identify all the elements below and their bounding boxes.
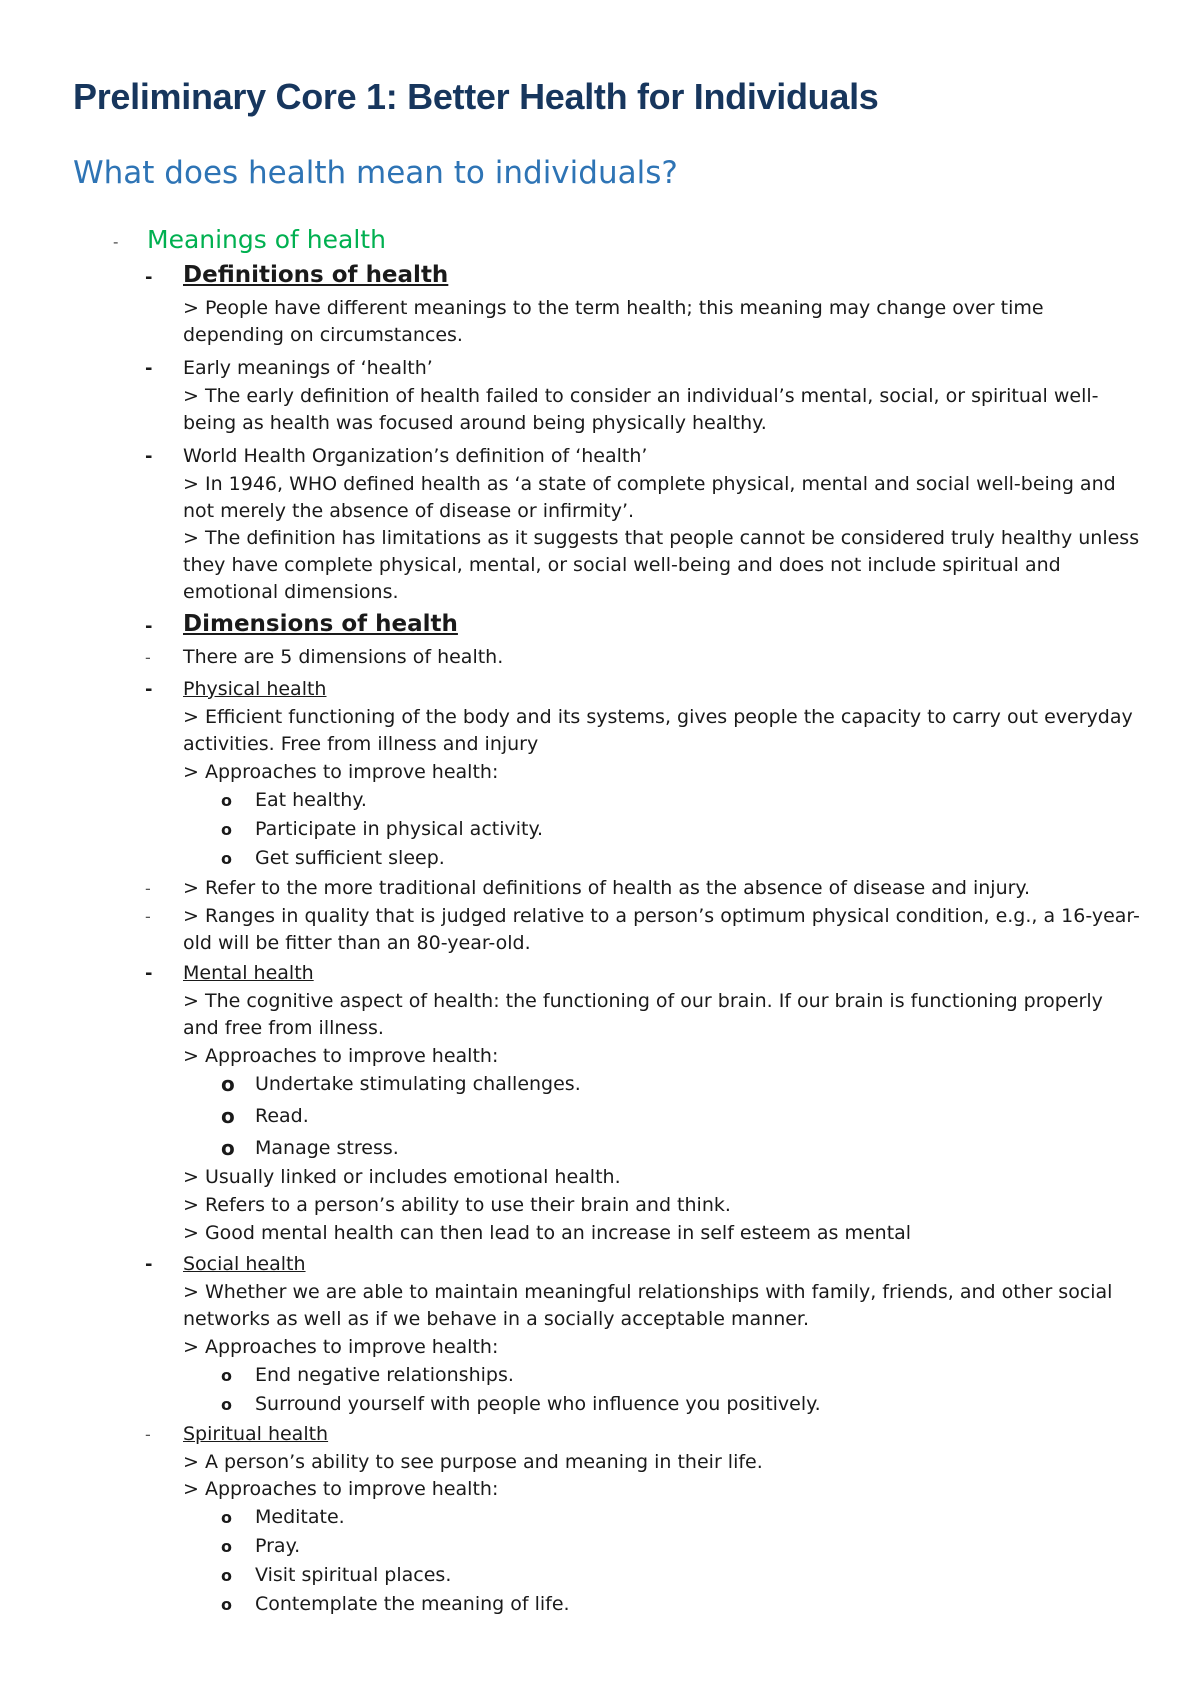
section-heading-text: Meanings of health xyxy=(147,225,386,254)
spiritual-approaches-text: > Approaches to improve health: xyxy=(183,1478,499,1500)
approach-text: Meditate. xyxy=(255,1506,345,1528)
mental-note: > Usually linked or includes emotional health. xyxy=(183,1166,621,1188)
approach-text: Undertake stimulating challenges. xyxy=(255,1073,581,1095)
who-limitations-text: > The definition has limitations as it suggests that people cannot be considered truly healthy unless they have complete physical, mental, or social well-being and does not include spiritual and emotional dimensions. xyxy=(183,527,1140,603)
physical-extra-text: > Refer to the more traditional definitions of health as the absence of disease and injury. xyxy=(183,877,1031,899)
physical-approaches-text: > Approaches to improve health: xyxy=(183,761,499,783)
list-bullet: - xyxy=(145,1254,153,1275)
approach-text: Manage stress. xyxy=(255,1137,399,1159)
sub-bullet: o xyxy=(221,1104,235,1128)
sub-bullet: o xyxy=(221,1508,232,1527)
definitions-heading: Definitions of health xyxy=(183,262,449,288)
approach-text: Participate in physical activity. xyxy=(255,818,544,840)
list-bullet: - xyxy=(145,358,153,379)
physical-extra-text: > Ranges in quality that is judged relative to a person’s optimum physical condition, e.g., a 16-year-old will be fitter than an 80-year-old. xyxy=(183,905,1140,954)
approach-text: End negative relationships. xyxy=(255,1364,514,1386)
social-health-text: > Whether we are able to maintain meaningful relationships with family, friends, and other social networks as well as if we behave in a socially acceptable manner. xyxy=(183,1281,1113,1330)
mental-note: > Good mental health can then lead to an increase in self esteem as mental xyxy=(183,1222,912,1244)
list-bullet: - xyxy=(145,648,151,667)
social-health-label: Social health xyxy=(183,1253,306,1275)
sub-bullet: o xyxy=(221,849,232,868)
approach-text: Pray. xyxy=(255,1535,301,1557)
list-bullet: - xyxy=(145,267,153,288)
who-definition-text: > In 1946, WHO defined health as ‘a state of complete physical, mental and social well-being and not merely the absence of disease or infirmity’. xyxy=(183,473,1116,522)
list-bullet: - xyxy=(145,907,151,926)
dimensions-heading: Dimensions of health xyxy=(183,611,458,637)
approach-text: Eat healthy. xyxy=(255,789,367,811)
definitions-text: > People have different meanings to the term health; this meaning may change over time depending on circumstances. xyxy=(183,297,1044,346)
sub-bullet: o xyxy=(221,820,232,839)
physical-health-label: Physical health xyxy=(183,678,327,700)
sub-bullet: o xyxy=(221,1136,235,1160)
sub-bullet: o xyxy=(221,1395,232,1414)
approach-text: Surround yourself with people who influence you positively. xyxy=(255,1393,821,1415)
sub-bullet: o xyxy=(221,1366,232,1385)
spiritual-health-label: Spiritual health xyxy=(183,1423,329,1445)
list-bullet: - xyxy=(145,616,153,637)
who-definition-label: World Health Organization’s definition of ‘health’ xyxy=(183,445,648,467)
spiritual-health-text: > A person’s ability to see purpose and meaning in their life. xyxy=(183,1451,763,1473)
list-bullet: - xyxy=(145,879,151,898)
early-meanings-label: Early meanings of ‘health’ xyxy=(183,357,433,379)
sub-bullet: o xyxy=(221,1072,235,1096)
mental-note: > Refers to a person’s ability to use their brain and think. xyxy=(183,1194,731,1216)
social-approaches-text: > Approaches to improve health: xyxy=(183,1336,499,1358)
dimensions-count-text: There are 5 dimensions of health. xyxy=(183,646,504,668)
list-bullet: - xyxy=(145,963,153,984)
sub-bullet: o xyxy=(221,791,232,810)
sub-bullet: o xyxy=(221,1595,232,1614)
sub-bullet: o xyxy=(221,1537,232,1556)
document-subtitle: What does health mean to individuals? xyxy=(73,155,678,191)
approach-text: Get sufficient sleep. xyxy=(255,847,445,869)
approach-text: Visit spiritual places. xyxy=(255,1564,452,1586)
approach-text: Contemplate the meaning of life. xyxy=(255,1593,570,1615)
list-bullet: - xyxy=(145,446,153,467)
sub-bullet: o xyxy=(221,1566,232,1585)
mental-health-text: > The cognitive aspect of health: the functioning of our brain. If our brain is functioning properly and free from illness. xyxy=(183,990,1103,1039)
early-meanings-text: > The early definition of health failed to consider an individual’s mental, social, or spiritual well-being as health was focused around being physically healthy. xyxy=(183,385,1099,434)
list-bullet: - xyxy=(145,1425,151,1444)
mental-approaches-text: > Approaches to improve health: xyxy=(183,1045,499,1067)
document-title: Preliminary Core 1: Better Health for Individuals xyxy=(73,76,879,117)
section-bullet: - xyxy=(113,233,119,251)
list-bullet: - xyxy=(145,679,153,700)
approach-text: Read. xyxy=(255,1105,309,1127)
mental-health-label: Mental health xyxy=(183,962,314,984)
physical-health-text: > Efficient functioning of the body and its systems, gives people the capacity to carry out everyday activities. Free from illness and injury xyxy=(183,706,1133,755)
